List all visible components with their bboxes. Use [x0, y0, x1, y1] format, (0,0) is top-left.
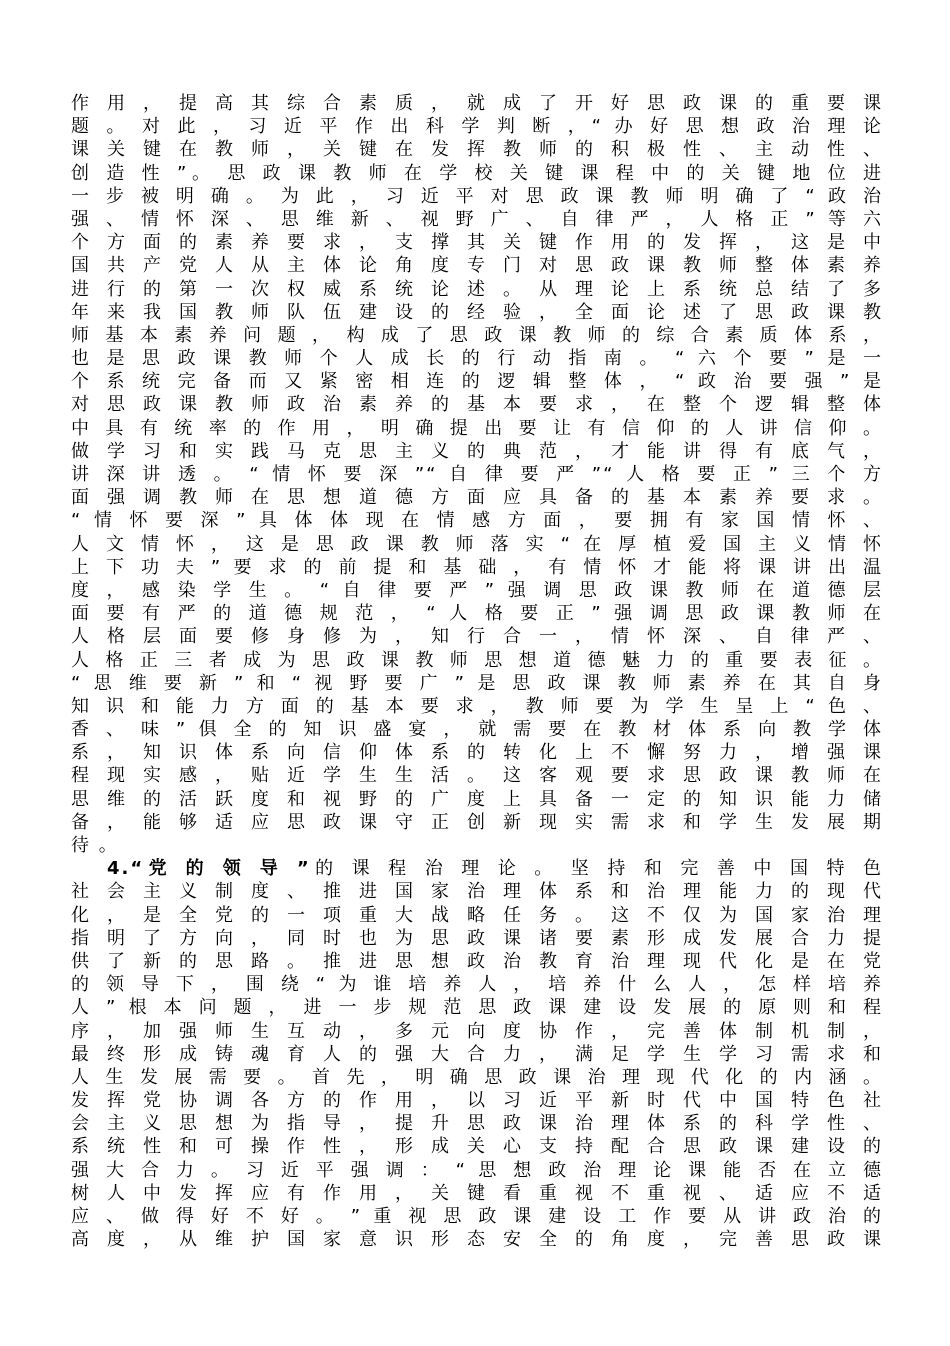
text-line: 知 识 和 能 力 方 面 的 基 本 要 求 ， 教 师 要 为 学 生 呈 上 “ 色 、 — [71, 695, 883, 717]
text-line: 供 了 新 的 思 路 。 推 进 思 想 政 治 教 育 治 理 现 代 化 是 在 党 — [71, 950, 883, 972]
heading-continuation: 的 课 程 治 理 论 。 坚 持 和 完 善 中 国 特 色 — [310, 858, 884, 880]
text-line: 思 维 的 活 跃 度 和 视 野 的 广 度 上 具 备 一 定 的 知 识 能 力 储 — [71, 788, 883, 810]
text-line: 强 大 合 力 。 习 近 平 强 调 ： “ 思 想 政 治 理 论 课 能 否 在 立 德 — [71, 1159, 883, 1181]
text-line: 发 挥 党 协 调 各 方 的 作 用 ， 以 习 近 平 新 时 代 中 国 特 色 社 — [71, 1090, 883, 1112]
text-line: 面 要 有 严 的 道 德 规 范 ， “ 人 格 要 正 ” 强 调 思 政 课 教 师 在 — [71, 603, 883, 625]
text-line: 年 来 我 国 教 师 队 伍 建 设 的 经 验 ， 全 面 论 述 了 思 政 课 教 — [71, 301, 883, 323]
text-line: 师 基 本 素 养 问 题 ， 构 成 了 思 政 课 教 师 的 综 合 素 质 体 系 ， — [71, 324, 883, 346]
text-line: 中 具 有 统 率 的 作 用 ， 明 确 提 出 要 让 有 信 仰 的 人 讲 信 仰 。 — [71, 417, 883, 439]
text-line: 树 人 中 发 挥 应 有 作 用 ， 关 键 看 重 视 不 重 视 、 适 应 不 适 — [71, 1182, 883, 1204]
text-line: 的 领 导 下 ， 围 绕 “ 为 谁 培 养 人 ， 培 养 什 么 人 ， 怎 样 培 养 — [71, 974, 883, 996]
text-line: 社 会 主 义 制 度 、 推 进 国 家 治 理 体 系 和 治 理 能 力 的 现 代 — [71, 881, 883, 903]
text-line: 上 下 功 夫 ” 要 求 的 前 提 和 基 础 ， 有 情 怀 才 能 将 课 讲 出 温 — [71, 556, 883, 578]
text-line: 题 。 对 此 ， 习 近 平 作 出 科 学 判 断 ，“ 办 好 思 想 政 治 理 论 — [71, 116, 883, 138]
section-heading: 4.“党 的 领 导 ” — [107, 858, 311, 880]
text-line: 最 终 形 成 铸 魂 育 人 的 强 大 合 力 ， 满 足 学 生 学 习 需 求 和 — [71, 1043, 883, 1065]
text-line: 高 度 ， 从 维 护 国 家 意 识 形 态 安 全 的 角 度 ， 完 善 思 政 课 — [71, 1229, 883, 1251]
text-line: 讲 深 讲 透 。 “ 情 怀 要 深 ”“ 自 律 要 严 ”“ 人 格 要 正 ” 三 个 方 — [71, 464, 883, 485]
paragraph-1 — [71, 92, 883, 857]
text-line: 香 、 味 ” 俱 全 的 知 识 盛 宴 ， 就 需 要 在 教 材 体 系 向 教 学 体 — [71, 719, 883, 741]
text-line: 序 ， 加 强 师 生 互 动 ， 多 元 向 度 协 作 ， 完 善 体 制 机 制 ， — [71, 1020, 883, 1042]
text-line: 强 、 情 怀 深 、 思 维 新 、 视 野 广 、 自 律 严 ， 人 格 正 ” 等 六 — [71, 208, 883, 230]
text-line: 个 方 面 的 素 养 要 求 ， 支 撑 其 关 键 作 用 的 发 挥 ， 这 是 中 — [71, 232, 883, 254]
text-line: 进 行 的 第 一 次 权 威 系 统 论 述 。 从 理 论 上 系 统 总 结 了 多 — [71, 278, 883, 300]
text-line: 人 ” 根 本 问 题 ， 进 一 步 规 范 思 政 课 建 设 发 展 的 原 则 和 程 — [71, 997, 883, 1019]
text-line: 面 强 调 教 师 在 思 想 道 德 方 面 应 具 备 的 基 本 素 养 要 求 。 — [71, 487, 883, 509]
text-line: 应 、 做 得 好 不 好 。 ” 重 视 思 政 课 建 设 工 作 要 从 讲 政 治 的 — [71, 1206, 883, 1227]
text-line: 做 学 习 和 实 践 马 克 思 主 义 的 典 范 ， 才 能 讲 得 有 底 气 ， — [71, 440, 883, 462]
text-line: 一 步 被 明 确 。 为 此 ， 习 近 平 对 思 政 课 教 师 明 确 了 “ 政 治 — [71, 185, 883, 207]
text-line: 指 明 了 方 向 ， 同 时 也 为 思 政 课 诸 要 素 形 成 发 展 合 力 提 — [71, 927, 883, 949]
text-line: 个 系 统 完 备 而 又 紧 密 相 连 的 逻 辑 整 体 ， “ 政 治 要 强 ” 是 — [71, 371, 883, 393]
document-page — [71, 92, 883, 1251]
text-line: 化 ， 是 全 党 的 一 项 重 大 战 略 任 务 。 这 不 仅 为 国 家 治 理 — [71, 904, 883, 926]
text-line: 人 格 正 三 者 成 为 思 政 课 教 师 思 想 道 德 魅 力 的 重 要 表 征 。 — [71, 649, 883, 671]
text-line: 会 主 义 思 想 为 指 导 ， 提 升 思 政 课 治 理 体 系 的 科 学 性 、 — [71, 1113, 883, 1135]
text-line: 人 文 情 怀 ， 这 是 思 政 课 教 师 落 实 “ 在 厚 植 爱 国 主 义 情 怀 — [71, 533, 883, 555]
text-line: 课 关 键 在 教 师 ， 关 键 在 发 挥 教 师 的 积 极 性 、 主 动 性 、 — [71, 139, 883, 161]
text-line: “ 情 怀 要 深 ” 具 体 体 现 在 情 感 方 面 ， 要 拥 有 家 国 情 怀 、 — [71, 510, 883, 532]
text-line: 对 思 政 课 教 师 政 治 素 养 的 基 本 要 求 ， 在 整 个 逻 辑 整 体 — [71, 394, 883, 416]
text-line: 系 ， 知 识 体 系 向 信 仰 体 系 的 转 化 上 不 懈 努 力 ， 增 强 课 — [71, 742, 883, 764]
text-line: 待 。 — [71, 835, 119, 856]
text-line: 创 造 性 ”。 思 政 课 教 师 在 学 校 关 键 课 程 中 的 关 键 地 位 进 — [71, 162, 883, 184]
paragraph-2 — [71, 857, 883, 1251]
text-line: 也 是 思 政 课 教 师 个 人 成 长 的 行 动 指 南 。 “ 六 个 要 ” 是 一 — [71, 348, 883, 370]
text-line: 系 统 性 和 可 操 作 性 ， 形 成 关 心 支 持 配 合 思 政 课 建 设 的 — [71, 1136, 883, 1158]
text-line: 度 ， 感 染 学 生 。 “ 自 律 要 严 ” 强 调 思 政 课 教 师 在 道 德 层 — [71, 579, 883, 601]
text-line: 人 格 层 面 要 修 身 修 为 ， 知 行 合 一 ， 情 怀 深 、 自 律 严 、 — [71, 626, 883, 648]
text-line: 作 用 ， 提 高 其 综 合 素 质 ， 就 成 了 开 好 思 政 课 的 重 要 课 — [71, 93, 883, 114]
text-line: 国 共 产 党 人 从 主 体 论 角 度 专 门 对 思 政 课 教 师 整 体 素 养 — [71, 255, 883, 277]
text-line: “ 思 维 要 新 ” 和 “ 视 野 要 广 ” 是 思 政 课 教 师 素 养 在 其 自 身 — [71, 672, 883, 694]
text-line: 程 现 实 感 ， 贴 近 学 生 生 活 。 这 客 观 要 求 思 政 课 教 师 在 — [71, 765, 883, 787]
section-heading-line — [71, 857, 883, 880]
text-line: 备 ， 能 够 适 应 思 政 课 守 正 创 新 现 实 需 求 和 学 生 发 展 期 — [71, 811, 883, 833]
text-line: 人 生 发 展 需 要 。 首 先 ， 明 确 思 政 课 治 理 现 代 化 的 内 涵 。 — [71, 1066, 883, 1088]
